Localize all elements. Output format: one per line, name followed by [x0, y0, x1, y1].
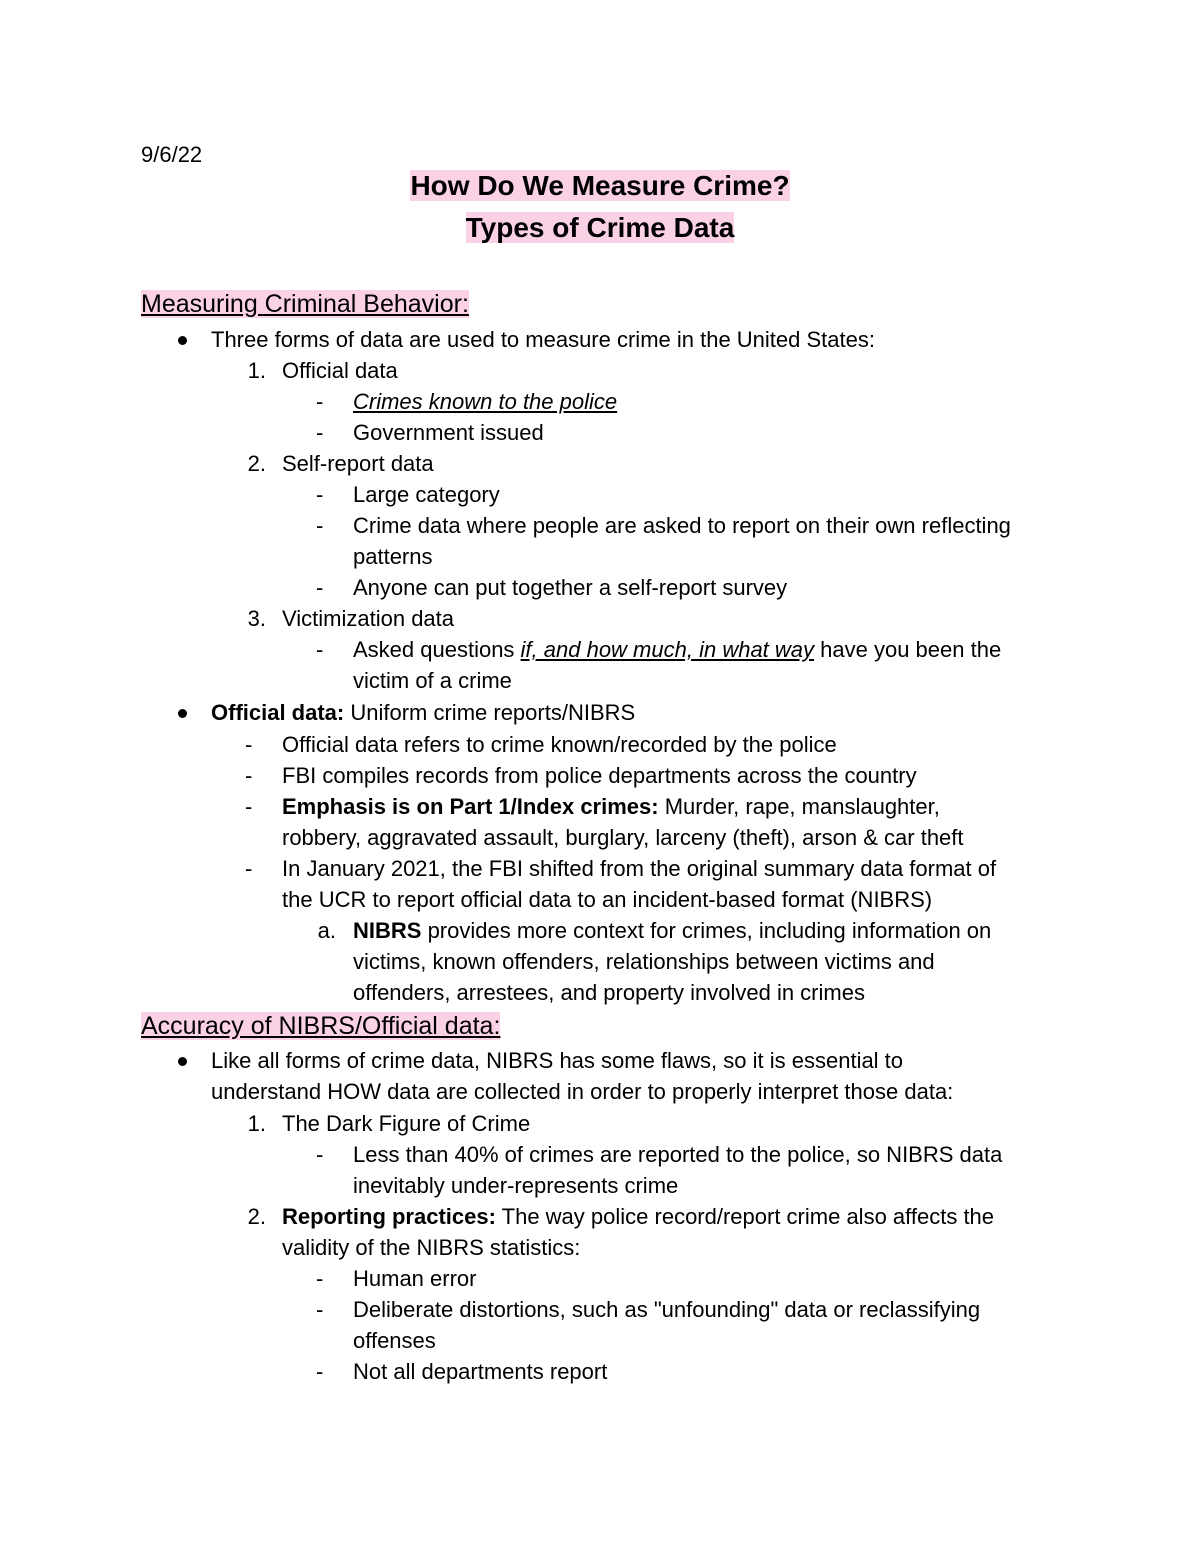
sub-item-less-than-40-cont: inevitably under-represents crime	[353, 1173, 679, 1198]
sub-item-deliberate-distortions-cont: offenses	[353, 1328, 436, 1353]
bullet-icon	[178, 336, 187, 345]
title-line-2	[0, 212, 1200, 243]
list-number: 2.	[247, 1204, 266, 1229]
sub-item-human-error: Human error	[353, 1266, 477, 1291]
sub-item-emphasis: Emphasis is on Part 1/Index crimes: Murder, rape, manslaughter,	[282, 794, 940, 819]
dash-marker: -	[245, 763, 253, 788]
sub-item-asked-questions: Asked questions if, and how much, in what way have you been the	[353, 637, 1002, 662]
sub-item-large-category: Large category	[353, 482, 500, 507]
dash-marker: -	[316, 1359, 324, 1384]
list-item-dark-figure: The Dark Figure of Crime	[282, 1111, 531, 1136]
sub-item-less-than-40: Less than 40% of crimes are reported to the police, so NIBRS data	[353, 1142, 1003, 1167]
sub-item-nibrs-context-cont-2: offenders, arrestees, and property involved in crimes	[353, 980, 865, 1005]
sub-item-fbi-compiles: FBI compiles records from police departments across the country	[282, 763, 917, 788]
bullet-official-data: Official data: Uniform crime reports/NIBRS	[211, 700, 636, 725]
title-text-2: Types of Crime Data	[465, 212, 735, 243]
dash-marker: -	[245, 732, 253, 757]
sub-item-government-issued: Government issued	[353, 420, 544, 445]
bullet-like-all-forms: Like all forms of crime data, NIBRS has some flaws, so it is essential to	[211, 1048, 904, 1073]
sub-item-crime-data-where-cont: patterns	[353, 544, 433, 569]
dash-marker: -	[316, 513, 324, 538]
sub-item-crimes-known: Crimes known to the police	[353, 389, 618, 414]
dash-marker: -	[316, 482, 324, 507]
dash-marker: -	[316, 575, 324, 600]
dash-marker: -	[316, 1297, 324, 1322]
dash-marker: -	[316, 1266, 324, 1291]
list-number: 2.	[247, 451, 266, 476]
dash-marker: -	[316, 389, 324, 414]
dash-marker: -	[316, 1142, 324, 1167]
sub-item-nibrs-context-cont-1: victims, known offenders, relationships between victims and	[353, 949, 935, 974]
list-number: 3.	[247, 606, 266, 631]
list-item-victimization: Victimization data	[282, 606, 455, 631]
list-number: 1.	[247, 358, 266, 383]
sub-item-not-all-departments: Not all departments report	[353, 1359, 608, 1384]
list-letter: a.	[317, 918, 336, 943]
sub-item-anyone: Anyone can put together a self-report survey	[353, 575, 788, 600]
title-line-1	[0, 170, 1200, 201]
section-heading-accuracy: Accuracy of NIBRS/Official data:	[141, 1012, 501, 1040]
section-heading-measuring: Measuring Criminal Behavior:	[141, 290, 469, 318]
list-item-reporting-practices-cont: validity of the NIBRS statistics:	[282, 1235, 581, 1260]
date: 9/6/22	[141, 142, 203, 167]
title-text-1: How Do We Measure Crime?	[410, 170, 790, 201]
dash-marker: -	[316, 637, 324, 662]
bullet-three-forms: Three forms of data are used to measure crime in the United States:	[211, 327, 875, 352]
list-item-reporting-practices: Reporting practices: The way police record/report crime also affects the	[282, 1204, 995, 1229]
list-item-official-data: Official data	[282, 358, 398, 383]
sub-item-deliberate-distortions: Deliberate distortions, such as "unfounding" data or reclassifying	[353, 1297, 981, 1322]
list-item-self-report: Self-report data	[282, 451, 434, 476]
sub-item-january-2021: In January 2021, the FBI shifted from the original summary data format of	[282, 856, 997, 881]
sub-item-crime-data-where: Crime data where people are asked to report on their own reflecting	[353, 513, 1011, 538]
sub-item-emphasis-cont: robbery, aggravated assault, burglary, larceny (theft), arson & car theft	[282, 825, 964, 850]
list-number: 1.	[247, 1111, 266, 1136]
dash-marker: -	[316, 420, 324, 445]
bullet-like-all-forms-cont: understand HOW data are collected in order to properly interpret those data:	[211, 1079, 954, 1104]
sub-item-official-refers: Official data refers to crime known/recorded by the police	[282, 732, 837, 757]
dash-marker: -	[245, 856, 253, 881]
bullet-icon	[178, 1057, 187, 1066]
sub-item-asked-questions-cont: victim of a crime	[353, 668, 512, 693]
bullet-icon	[178, 709, 187, 718]
dash-marker: -	[245, 794, 253, 819]
sub-item-january-2021-cont: the UCR to report official data to an incident-based format (NIBRS)	[282, 887, 933, 912]
sub-item-nibrs-context: NIBRS provides more context for crimes, including information on	[353, 918, 992, 943]
